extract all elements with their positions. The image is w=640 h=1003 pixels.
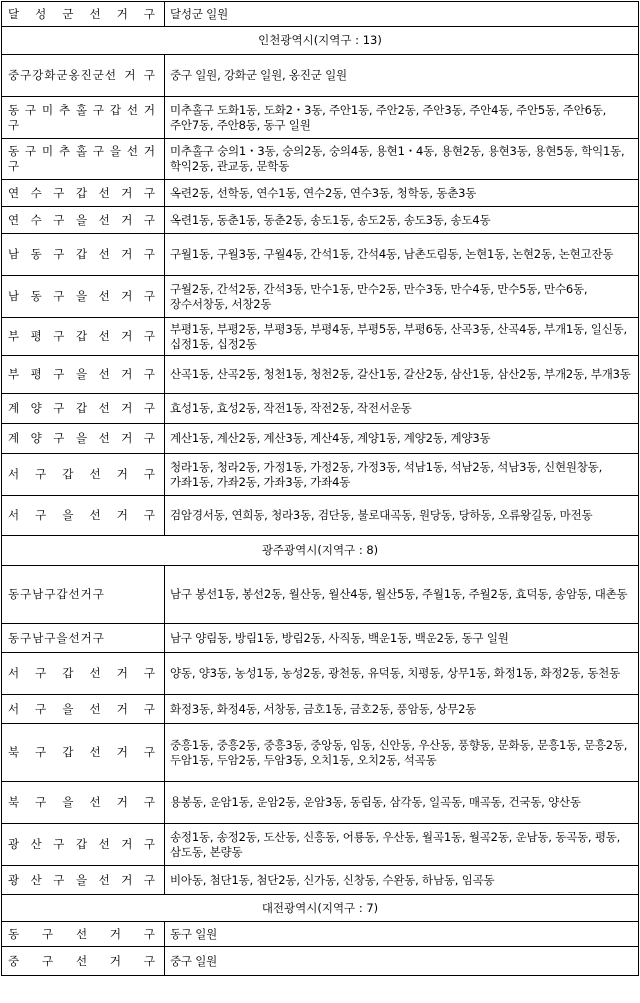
- district-name: 서 구 을 선 거 구: [2, 496, 165, 536]
- district-row: [2, 724, 639, 782]
- district-areas: 중흥1동, 중흥2동, 중흥3동, 중앙동, 임동, 신안동, 우산동, 풍향동, 문화동, 문흥1동, 문흥2동, 두암1동, 두암2동, 두암3동, 오치1동, 오치2동, 석곡동: [165, 724, 639, 782]
- district-row: [2, 2, 639, 27]
- table-body: [2, 2, 639, 976]
- district-row: [2, 207, 639, 234]
- district-name: 연 수 구 갑 선 거 구: [2, 180, 165, 207]
- district-areas: 중구 일원, 강화군 일원, 옹진군 일원: [165, 55, 639, 97]
- district-row: [2, 922, 639, 947]
- district-row: [2, 180, 639, 207]
- district-areas: 남구 양림동, 방림1동, 방림2동, 사직동, 백운1동, 백운2동, 동구 일원: [165, 624, 639, 653]
- district-areas: 송정1동, 송정2동, 도산동, 신흥동, 어룡동, 우산동, 월곡1동, 월곡2동, 운남동, 동곡동, 평동, 삼도동, 본량동: [165, 824, 639, 866]
- district-row: [2, 424, 639, 454]
- district-areas: 미추홀구 숭의1・3동, 숭의2동, 숭의4동, 용현1・4동, 용현2동, 용현3동, 용현5동, 학익1동, 학익2동, 관교동, 문학동: [165, 139, 639, 180]
- district-row: [2, 566, 639, 624]
- electoral-district-table: [1, 1, 639, 976]
- district-row: [2, 276, 639, 318]
- district-name: 연 수 구 을 선 거 구: [2, 207, 165, 234]
- district-areas: 구월1동, 구월3동, 구월4동, 간석1동, 간석4동, 남촌도림동, 논현1동, 논현2동, 논현고잔동: [165, 234, 639, 276]
- district-row: [2, 624, 639, 653]
- district-row: [2, 234, 639, 276]
- district-row: [2, 97, 639, 139]
- district-row: [2, 824, 639, 866]
- district-areas: 계산1동, 계산2동, 계산3동, 계산4동, 계양1동, 계양2동, 계양3동: [165, 424, 639, 454]
- region-header-row: [2, 895, 639, 922]
- district-areas: 양동, 양3동, 농성1동, 농성2동, 광천동, 유덕동, 치평동, 상무1동, 화정1동, 화정2동, 동천동: [165, 653, 639, 695]
- district-name: 서 구 갑 선 거 구: [2, 653, 165, 695]
- region-title: 인천광역시(지역구 : 13): [2, 27, 639, 55]
- district-row: [2, 695, 639, 724]
- district-row: [2, 356, 639, 394]
- district-areas: 달성군 일원: [165, 2, 639, 27]
- district-name: 부 평 구 갑 선 거 구: [2, 318, 165, 356]
- district-name: 북 구 갑 선 거 구: [2, 724, 165, 782]
- district-areas: 중구 일원: [165, 947, 639, 976]
- district-areas: 산곡1동, 산곡2동, 청천1동, 청천2동, 갈산1동, 갈산2동, 삼산1동, 삼산2동, 부개2동, 부개3동: [165, 356, 639, 394]
- district-row: [2, 139, 639, 180]
- district-name: 남 동 구 을 선 거 구: [2, 276, 165, 318]
- region-title: 광주광역시(지역구 : 8): [2, 536, 639, 566]
- district-name: 부 평 구 을 선 거 구: [2, 356, 165, 394]
- district-areas: 미추홀구 도화1동, 도화2・3동, 주안1동, 주안2동, 주안3동, 주안4동, 주안5동, 주안6동, 주안7동, 주안8동, 동구 일원: [165, 97, 639, 139]
- district-row: [2, 782, 639, 824]
- district-row: [2, 496, 639, 536]
- district-name: 광 산 구 을 선 거 구: [2, 866, 165, 895]
- district-row: [2, 947, 639, 976]
- district-name: 계 양 구 을 선 거 구: [2, 424, 165, 454]
- district-row: [2, 318, 639, 356]
- district-name: 동 구 미 추 홀 구 을 선 거 구: [2, 139, 165, 180]
- district-name: 동구남구을선거구: [2, 624, 165, 653]
- district-name: 서 구 갑 선 거 구: [2, 454, 165, 496]
- district-name: 달 성 군 선 거 구: [2, 2, 165, 27]
- district-areas: 옥련2동, 선학동, 연수1동, 연수2동, 연수3동, 청학동, 동춘3동: [165, 180, 639, 207]
- district-areas: 용봉동, 운암1동, 운암2동, 운암3동, 동림동, 삼각동, 일곡동, 매곡동, 건국동, 양산동: [165, 782, 639, 824]
- district-row: [2, 866, 639, 895]
- district-name: 중구강화군옹진군선 거 구: [2, 55, 165, 97]
- region-title: 대전광역시(지역구 : 7): [2, 895, 639, 922]
- district-areas: 비아동, 첨단1동, 첨단2동, 신가동, 신창동, 수완동, 하남동, 임곡동: [165, 866, 639, 895]
- region-header-row: [2, 536, 639, 566]
- district-areas: 화정3동, 화정4동, 서창동, 금호1동, 금호2동, 풍암동, 상무2동: [165, 695, 639, 724]
- district-name: 중 구 선 거 구: [2, 947, 165, 976]
- district-row: [2, 55, 639, 97]
- district-areas: 검암경서동, 연희동, 청라3동, 검단동, 불로대곡동, 원당동, 당하동, 오류왕길동, 마전동: [165, 496, 639, 536]
- district-name: 북 구 을 선 거 구: [2, 782, 165, 824]
- district-name: 서 구 을 선 거 구: [2, 695, 165, 724]
- district-areas: 구월2동, 간석2동, 간석3동, 만수1동, 만수2동, 만수3동, 만수4동, 만수5동, 만수6동, 장수서창동, 서창2동: [165, 276, 639, 318]
- district-row: [2, 454, 639, 496]
- district-areas: 동구 일원: [165, 922, 639, 947]
- district-name: 남 동 구 갑 선 거 구: [2, 234, 165, 276]
- district-areas: 옥련1동, 동춘1동, 동춘2동, 송도1동, 송도2동, 송도3동, 송도4동: [165, 207, 639, 234]
- district-areas: 효성1동, 효성2동, 작전1동, 작전2동, 작전서운동: [165, 394, 639, 424]
- district-areas: 부평1동, 부평2동, 부평3동, 부평4동, 부평5동, 부평6동, 산곡3동, 산곡4동, 부개1동, 일신동, 십정1동, 십정2동: [165, 318, 639, 356]
- district-name: 동 구 선 거 구: [2, 922, 165, 947]
- district-name: 광 산 구 갑 선 거 구: [2, 824, 165, 866]
- district-areas: 남구 봉선1동, 봉선2동, 월산동, 월산4동, 월산5동, 주월1동, 주월2동, 효덕동, 송암동, 대촌동: [165, 566, 639, 624]
- district-areas: 청라1동, 청라2동, 가정1동, 가정2동, 가정3동, 석남1동, 석남2동, 석남3동, 신현원창동, 가좌1동, 가좌2동, 가좌3동, 가좌4동: [165, 454, 639, 496]
- region-header-row: [2, 27, 639, 55]
- district-name: 동구남구갑선거구: [2, 566, 165, 624]
- district-name: 동 구 미 추 홀 구 갑 선 거 구: [2, 97, 165, 139]
- district-row: [2, 653, 639, 695]
- district-name: 계 양 구 갑 선 거 구: [2, 394, 165, 424]
- district-row: [2, 394, 639, 424]
